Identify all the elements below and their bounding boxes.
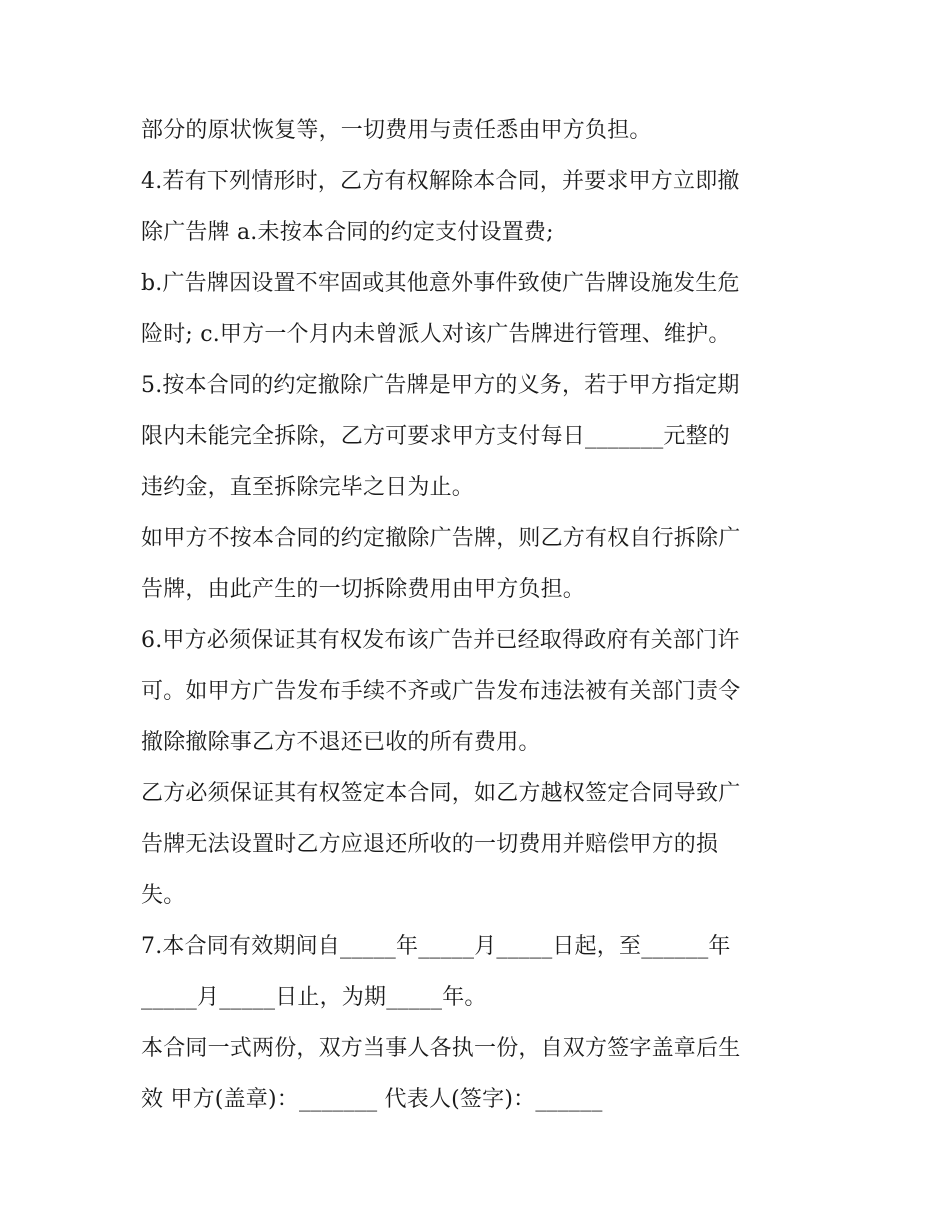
text-line-10: 告牌，由此产生的一切拆除费用由甲方负担。 bbox=[141, 577, 586, 602]
text-line-16: 失。 bbox=[141, 883, 186, 908]
text-line-15: 告牌无法设置时乙方应退还所收的一切费用并赔偿甲方的损 bbox=[141, 832, 719, 857]
text-line-14: 乙方必须保证其有权签定本合同，如乙方越权签定合同导致广 bbox=[141, 781, 741, 806]
text-line-4: b.广告牌因设置不牢固或其他意外事件致使广告牌设施发生危 bbox=[141, 271, 740, 296]
text-line-2: 4.若有下列情形时，乙方有权解除本合同，并要求甲方立即撤 bbox=[141, 169, 740, 194]
text-line-6: 5.按本合同的约定撤除广告牌是甲方的义务，若于甲方指定期 bbox=[141, 373, 740, 398]
text-line-18: _____月_____日止，为期_____年。 bbox=[141, 985, 487, 1010]
text-line-17: 7.本合同有效期间自_____年_____月_____日起，至______年 bbox=[141, 934, 731, 959]
text-line-9: 如甲方不按本合同的约定撤除广告牌，则乙方有权自行拆除广 bbox=[141, 526, 741, 551]
text-line-7: 限内未能完全拆除，乙方可要求甲方支付每日_______元整的 bbox=[141, 424, 731, 449]
text-line-19: 本合同一式两份，双方当事人各执一份，自双方签字盖章后生 bbox=[141, 1036, 741, 1061]
document-page bbox=[141, 105, 831, 1125]
text-line-3: 除广告牌 a.未按本合同的约定支付设置费; bbox=[141, 220, 554, 245]
text-line-12: 可。如甲方广告发布手续不齐或广告发布违法被有关部门责令 bbox=[141, 679, 741, 704]
text-line-20: 效 甲方(盖章)：_______ 代表人(签字)：______ bbox=[141, 1087, 603, 1112]
text-line-11: 6.甲方必须保证其有权发布该广告并已经取得政府有关部门许 bbox=[141, 628, 740, 653]
text-line-13: 撤除撤除事乙方不退还已收的所有费用。 bbox=[141, 730, 541, 755]
text-line-8: 违约金，直至拆除完毕之日为止。 bbox=[141, 475, 475, 500]
text-line-5: 险时; c.甲方一个月内未曾派人对该广告牌进行管理、维护。 bbox=[141, 322, 731, 347]
text-line-1: 部分的原状恢复等，一切费用与责任悉由甲方负担。 bbox=[141, 118, 652, 143]
